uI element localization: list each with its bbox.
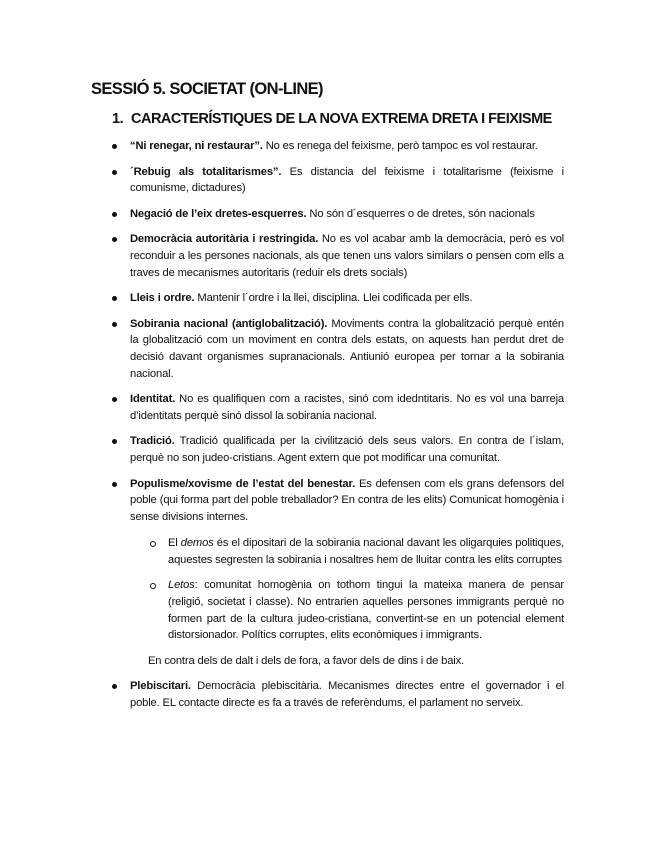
item-text: No són d´esquerres o de dretes, són nacionals (306, 207, 535, 220)
circle-bullet-icon (150, 541, 156, 547)
item-term: Sobirania nacional (antiglobalització). (130, 317, 328, 330)
circle-bullet-icon (150, 583, 156, 589)
list-item (112, 206, 564, 223)
bullet-icon (112, 322, 117, 327)
item-text: Democràcia plebiscitària. Mecanismes directes entre el governador i el poble. EL contacte directe es fa a través de referèndums, el parlament no serveix. (130, 680, 564, 710)
item-term: Tradició. (130, 435, 175, 448)
bullet-icon (112, 296, 117, 301)
item-term: Lleis i ordre. (130, 292, 195, 305)
bullet-icon (112, 144, 117, 149)
list-item (112, 164, 564, 197)
list-item (112, 138, 564, 155)
item-text: No es renega del feixisme, però tampoc es vol restaurar. (262, 140, 538, 152)
bullet-icon (112, 439, 117, 444)
item-term: Plebiscitari. (130, 680, 191, 693)
sub-item-text: és el dipositari de la sobirania nacional davant les oligarquies politiques, aquestes segresten la sobirania i nosaltres hem de lluitar contra les elits corruptes (168, 537, 564, 566)
sub-item-term: demos (180, 537, 214, 550)
item-term: Populisme/xovisme de l’estat del benestar. (130, 477, 356, 490)
sub-list (150, 535, 564, 644)
characteristics-list (112, 138, 564, 721)
item-text: No es vol acabar amb la democràcia, però es vol reconduir a les persones nacionals, als que tenen uns valors similars o pensen com ells a traves de mecanismes autoritaris (reduir els drets socials) (130, 233, 564, 279)
list-item (112, 433, 564, 466)
list-item (112, 391, 564, 424)
item-text: No es qualifiquen com a racistes, sinó com idedntitaris. No es vol una barreja d’identitats perquè sinó dissol la sobirania nacional. (130, 393, 564, 422)
list-item (112, 678, 564, 711)
sub-item-term: Letos (168, 579, 195, 592)
section-number: 1. (112, 111, 124, 127)
sub-list-item (150, 535, 564, 568)
sub-list-item (150, 577, 564, 643)
bullet-icon (112, 482, 117, 487)
bullet-icon (112, 397, 117, 402)
list-item (112, 316, 564, 382)
section-heading-text: CARACTERÍSTIQUES DE LA NOVA EXTREMA DRETA I FEIXISME (131, 111, 552, 127)
item-term: Democràcia autoritària i restringida. (130, 233, 319, 246)
section-heading (112, 111, 552, 127)
item-term: Identitat. (130, 393, 176, 406)
bullet-icon (112, 684, 117, 689)
bullet-icon (112, 170, 117, 175)
item-text: Mantenir l´ordre i la llei, disciplina. Llei codificada per ells. (194, 292, 473, 305)
list-item (112, 231, 564, 281)
list-item (112, 290, 564, 307)
summary-note: En contra dels de dalt i dels de fora, a favor dels de dins i de baix. (148, 654, 464, 667)
bullet-icon (112, 237, 117, 242)
item-text: Es defensen com els grans defensors del poble (qui forma part del poble treballador? En contra de les elits) Comunicat homogènia i sense divisions internes. (130, 477, 564, 523)
item-term: ´Rebuig als totalitarismes”. (130, 165, 282, 178)
item-text: Tradició qualificada per la civilització dels seus valors. En contra de l´islam, perquè no son judeo-cristians. Agent extern que pot modificar una comunitat. (130, 435, 564, 464)
sub-item-lead: El (168, 537, 181, 550)
item-text: Es distancia del feixisme i totalitarisme (feixisme i comunisme, dictadures) (130, 165, 564, 195)
list-item (112, 476, 564, 670)
item-term: Negació de l’eix dretes-esquerres. (130, 207, 307, 220)
bullet-icon (112, 212, 117, 217)
sub-item-text: : comunitat homogènia on tothom tingui la mateixa manera de pensar (religió, societat i classe). No entrarien aquelles persones immigrants perquè no formen part de la cultura judeo-cristiana, convertint-se en un potencial element distorsionador. Polítics corruptes, elits econòmiques i immigrants. (168, 579, 564, 642)
item-term: “Ni renegar, ni restaurar”. (130, 140, 263, 152)
item-text: Moviments contra la globalització perquè entén la globalització com un moviment en contra dels estats, on aquests han perdut dret de decisió davant organismes supranacionals. Antiunió europea per tornar a la sobirania nacional. (130, 317, 565, 380)
document-title: SESSIÓ 5. SOCIETAT (ON-LINE) (91, 80, 323, 98)
